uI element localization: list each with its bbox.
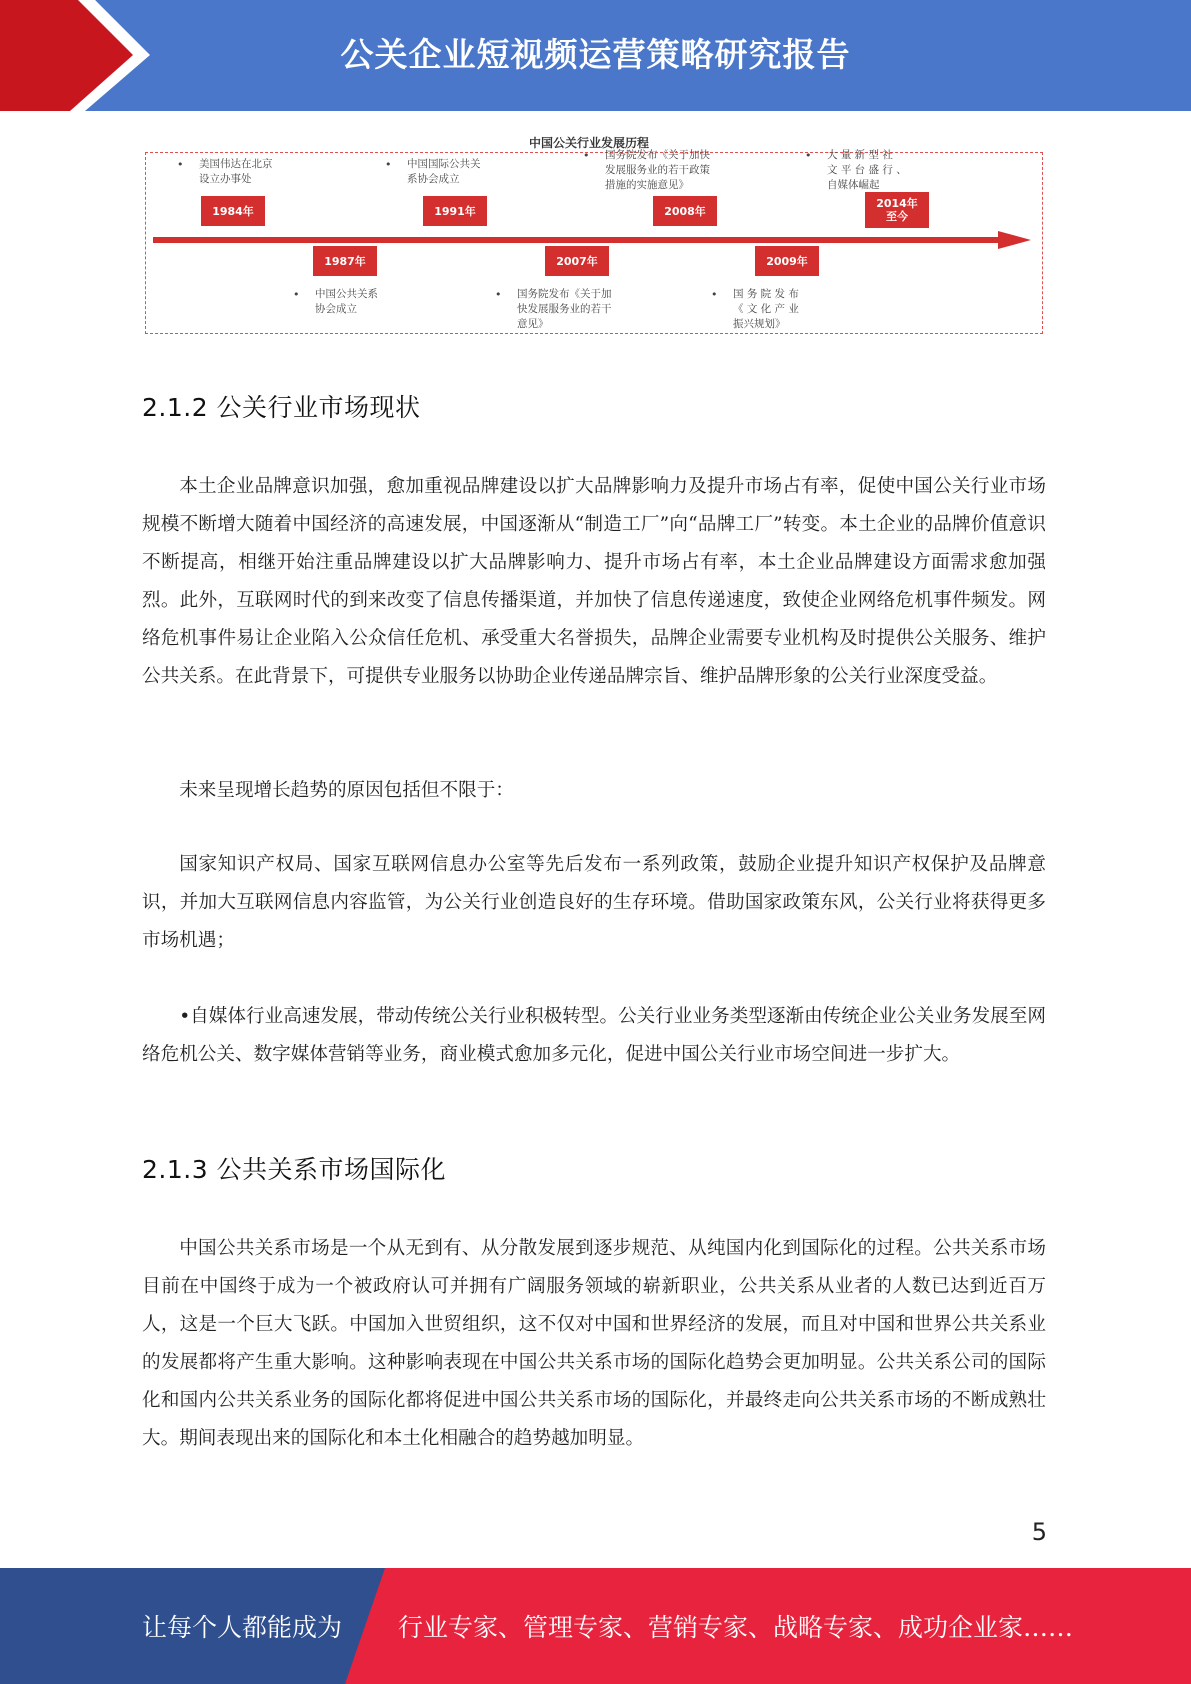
footer-slogan-left: 让每个人都能成为 — [142, 1613, 343, 1642]
timeline-year-2009: 2009年 — [755, 246, 819, 276]
event-line: 措施的实施意见》 — [605, 179, 689, 191]
event-line: • 美国伟达在北京 — [199, 158, 273, 170]
timeline-event-1987 — [293, 287, 433, 317]
timeline-year-2008: 2008年 — [653, 196, 717, 226]
timeline-year-1991: 1991年 — [423, 196, 487, 226]
timeline-year-2007: 2007年 — [545, 246, 609, 276]
event-line: 文 平 台 盛 行 、 — [827, 164, 907, 176]
page-number: 5 — [1031, 1518, 1047, 1546]
timeline-year-2014-line1: 2014年 — [876, 197, 918, 210]
event-line: 振兴规划》 — [733, 318, 786, 330]
timeline-title: 中国公关行业发展历程 — [528, 136, 649, 150]
timeline-year-1987: 1987年 — [313, 246, 377, 276]
event-line: • 国务院发布《关于加快 — [605, 149, 710, 161]
event-line: • 中国公共关系 — [315, 288, 378, 300]
event-line: • 国 务 院 发 布 — [733, 288, 799, 300]
page-footer — [0, 1568, 1191, 1684]
event-line: 协会成立 — [315, 303, 357, 315]
section-heading-2-1-3: 2.1.3 公共关系市场国际化 — [142, 1155, 447, 1184]
timeline-event-2008 — [583, 148, 753, 193]
paragraph: •自媒体行业高速发展，带动传统公关行业积极转型。公关行业业务类型逐渐由传统企业公关业务发展至网络危机公关、数字媒体营销等业务，商业模式愈加多元化，促进中国公关行业市场空间进一步扩大。 — [142, 1006, 1046, 1065]
timeline-event-2014 — [805, 148, 945, 193]
footer-slogan-right: 行业专家、管理专家、营销专家、战略专家、成功企业家…… — [398, 1613, 1074, 1642]
timeline-event-2007 — [495, 287, 655, 332]
event-line: • 国务院发布《关于加 — [517, 288, 612, 300]
page-header — [0, 0, 1191, 111]
event-line: 《 文 化 产 业 — [733, 303, 799, 315]
timeline-figure — [133, 130, 1045, 340]
timeline-event-2009 — [711, 287, 851, 332]
event-line: • 大 量 新 型 社 — [827, 149, 893, 161]
paragraph: 未来呈现增长趋势的原因包括但不限于： — [179, 780, 514, 801]
event-line: 设立办事处 — [199, 173, 252, 185]
event-line: 系协会成立 — [407, 173, 460, 185]
event-line: 自媒体崛起 — [827, 179, 880, 191]
timeline-year-2014 — [865, 192, 929, 228]
section-heading-2-1-2: 2.1.2 公关行业市场现状 — [142, 393, 421, 422]
header-title: 公关企业短视频运营策略研究报告 — [340, 34, 851, 74]
timeline-event-1984 — [177, 157, 317, 187]
event-line: 意见》 — [517, 318, 549, 330]
timeline-event-1991 — [385, 157, 525, 187]
event-line: • 中国国际公共关 — [407, 158, 481, 170]
timeline-year-2014-line2: 至今 — [886, 210, 908, 223]
timeline-year-1984: 1984年 — [201, 196, 265, 226]
paragraph: 中国公共关系市场是一个从无到有、从分散发展到逐步规范、从纯国内化到国际化的过程。公共关系市场目前在中国终于成为一个被政府认可并拥有广阔服务领域的崭新职业，公共关系从业者的人数已达到近百万人，这是一个巨大飞跃。中国加入世贸组织，这不仅对中国和世界经济的发展，而且对中国和世界公共关系业的发展都将产生重大影响。这种影响表现在中国公共关系市场的国际化趋势会更加明显。公共关系公司的国际化和国内公共关系业务的国际化都将促进中国公共关系市场的国际化，并最终走向公共关系市场的不断成熟壮大。期间表现出来的国际化和本土化相融合的趋势越加明显。 — [142, 1238, 1046, 1449]
event-line: 快发展服务业的若干 — [517, 303, 612, 315]
event-line: 发展服务业的若干政策 — [605, 164, 710, 176]
paragraph: 本土企业品牌意识加强，愈加重视品牌建设以扩大品牌影响力及提升市场占有率，促使中国公关行业市场规模不断增大随着中国经济的高速发展，中国逐渐从“制造工厂”向“品牌工厂”转变。本土企业的品牌价值意识不断提高，相继开始注重品牌建设以扩大品牌影响力、提升市场占有率，本土企业品牌建设方面需求愈加强烈。此外，互联网时代的到来改变了信息传播渠道，并加快了信息传递速度，致使企业网络危机事件频发。网络危机事件易让企业陷入公众信任危机、承受重大名誉损失，品牌企业需要专业机构及时提供公关服务、维护公共关系。在此背景下，可提供专业服务以协助企业传递品牌宗旨、维护品牌形象的公关行业深度受益。 — [142, 476, 1046, 687]
paragraph: 国家知识产权局、国家互联网信息办公室等先后发布一系列政策，鼓励企业提升知识产权保护及品牌意识，并加大互联网信息内容监管，为公关行业创造良好的生存环境。借助国家政策东风，公关行业将获得更多市场机遇； — [142, 854, 1046, 951]
